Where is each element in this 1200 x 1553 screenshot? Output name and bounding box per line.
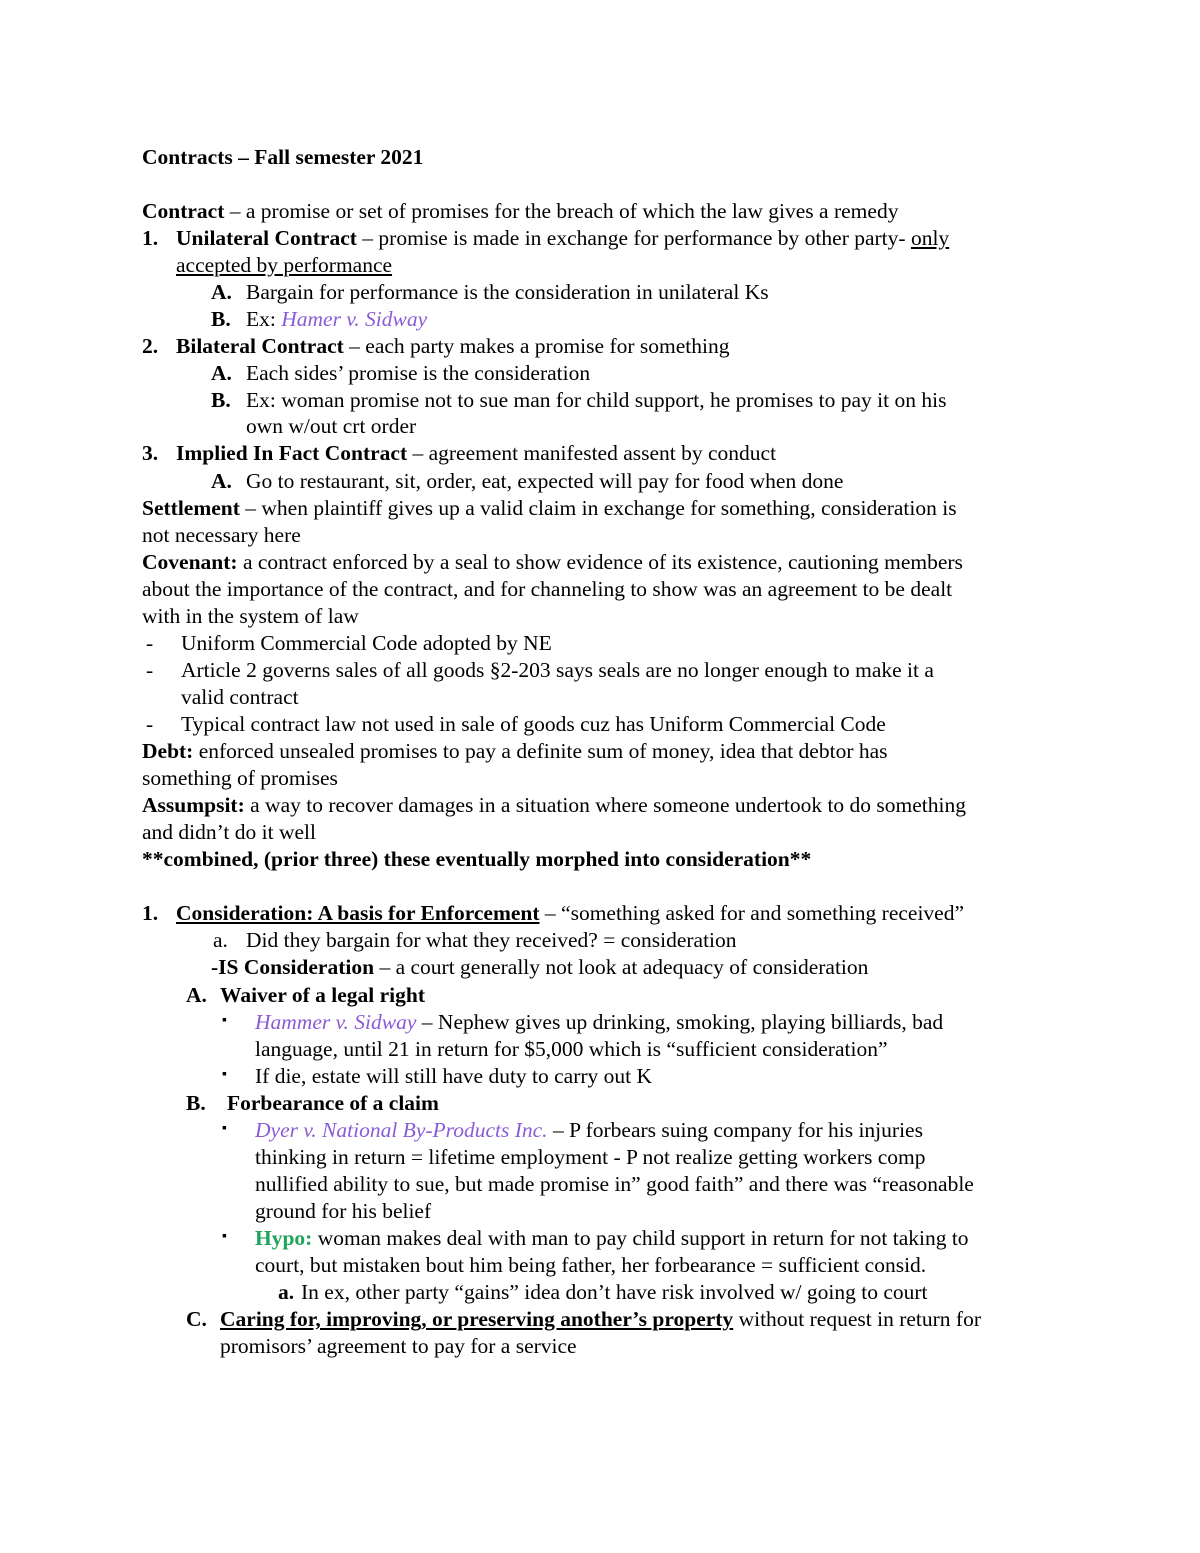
list-marker: 3. bbox=[142, 441, 159, 465]
term: Settlement bbox=[142, 496, 240, 520]
definition: – promise is made in exchange for performance by other party- bbox=[356, 226, 911, 250]
list-item bbox=[255, 1009, 943, 1036]
list-marker: A. bbox=[211, 361, 232, 385]
contract-definition bbox=[142, 198, 898, 225]
bullet-icon: ▪ bbox=[222, 1121, 227, 1136]
covenant-definition bbox=[142, 549, 963, 576]
definition: – agreement manifested assent by conduct bbox=[407, 441, 777, 465]
list-item bbox=[255, 1117, 923, 1144]
list-item: Go to restaurant, sit, order, eat, expected will pay for food when done bbox=[246, 469, 844, 493]
list-item: Article 2 governs sales of all goods §2-203 says seals are no longer enough to make it a bbox=[181, 658, 934, 682]
list-marker: 2. bbox=[142, 334, 159, 358]
list-item: Typical contract law not used in sale of goods cuz has Uniform Commercial Code bbox=[181, 712, 886, 736]
list-marker: A. bbox=[211, 280, 232, 304]
section-heading: Waiver of a legal right bbox=[220, 983, 426, 1007]
list-item-cont: valid contract bbox=[181, 685, 299, 709]
list-marker: C. bbox=[186, 1307, 207, 1331]
list-item-cont: own w/out crt order bbox=[246, 414, 417, 438]
bullet-icon: ▪ bbox=[222, 1067, 227, 1082]
description: woman makes deal with man to pay child support in return for not taking to bbox=[312, 1226, 969, 1250]
term: Unilateral Contract bbox=[176, 226, 357, 250]
description: without request in return for bbox=[733, 1307, 981, 1331]
list-marker: A. bbox=[186, 983, 207, 1007]
definition: – each party makes a promise for something bbox=[343, 334, 730, 358]
covenant-cont: with in the system of law bbox=[142, 604, 359, 628]
list-marker: 1. bbox=[142, 901, 159, 925]
list-item-cont: court, but mistaken bout him being father, her forbearance = sufficient consid. bbox=[255, 1253, 927, 1277]
section-heading bbox=[220, 1306, 981, 1333]
case-name: Hammer v. Sidway bbox=[255, 1010, 417, 1034]
bilateral-contract bbox=[176, 333, 729, 360]
dash-marker: - bbox=[146, 631, 154, 655]
list-item: Uniform Commercial Code adopted by NE bbox=[181, 631, 552, 655]
underlined-text: only bbox=[910, 226, 950, 250]
list-item-cont: ground for his belief bbox=[255, 1199, 432, 1223]
definition: – when plaintiff gives up a valid claim in exchange for something, consideration is bbox=[239, 496, 957, 520]
case-name: Hamer v. Sidway bbox=[281, 307, 428, 331]
consideration-heading bbox=[176, 900, 964, 927]
list-marker: a. bbox=[213, 928, 228, 952]
list-item-cont: nullified ability to sue, but made promise in” good faith” and there was “reasonable bbox=[255, 1172, 974, 1196]
list-marker: a. bbox=[278, 1280, 295, 1304]
term: Implied In Fact Contract bbox=[176, 441, 408, 465]
list-item: If die, estate will still have duty to carry out K bbox=[255, 1064, 653, 1088]
definition: a way to recover damages in a situation where someone undertook to do something bbox=[244, 793, 966, 817]
debt-cont: something of promises bbox=[142, 766, 338, 790]
list-marker: B. bbox=[186, 1091, 206, 1115]
section-heading: Forbearance of a claim bbox=[227, 1091, 439, 1115]
term: -IS Consideration bbox=[211, 955, 375, 979]
definition: enforced unsealed promises to pay a definite sum of money, idea that debtor has bbox=[193, 739, 888, 763]
hypo-label: Hypo: bbox=[255, 1226, 313, 1250]
term: Bilateral Contract bbox=[176, 334, 344, 358]
settlement-definition bbox=[142, 495, 957, 522]
list-item: Bargain for performance is the consideration in unilateral Ks bbox=[246, 280, 769, 304]
definition: – a court generally not look at adequacy of consideration bbox=[374, 955, 869, 979]
description: – Nephew gives up drinking, smoking, playing billiards, bad bbox=[416, 1010, 944, 1034]
dash-marker: - bbox=[146, 712, 154, 736]
combined-note: **combined, (prior three) these eventually morphed into consideration** bbox=[142, 847, 812, 871]
list-marker: B. bbox=[211, 388, 231, 412]
prefix: Ex: bbox=[246, 307, 282, 331]
definition: a contract enforced by a seal to show evidence of its existence, cautioning members bbox=[237, 550, 963, 574]
is-consideration bbox=[211, 954, 868, 981]
settlement-cont: not necessary here bbox=[142, 523, 301, 547]
section-cont: promisors’ agreement to pay for a service bbox=[220, 1334, 577, 1358]
term: Covenant: bbox=[142, 550, 238, 574]
underlined-text: accepted by performance bbox=[176, 253, 393, 277]
bullet-icon: ▪ bbox=[222, 1013, 227, 1028]
list-item bbox=[255, 1225, 969, 1252]
term: Contract bbox=[142, 199, 225, 223]
list-item-cont: language, until 21 in return for $5,000 which is “sufficient consideration” bbox=[255, 1037, 888, 1061]
list-item: Each sides’ promise is the consideration bbox=[246, 361, 591, 385]
term: Assumpsit: bbox=[142, 793, 245, 817]
list-item bbox=[246, 306, 427, 333]
implied-contract bbox=[176, 440, 776, 467]
list-item-cont: thinking in return = lifetime employment - P not realize getting workers comp bbox=[255, 1145, 926, 1169]
bullet-icon: ▪ bbox=[222, 1229, 227, 1244]
assumpsit-cont: and didn’t do it well bbox=[142, 820, 316, 844]
term: Consideration: A basis for Enforcement bbox=[176, 901, 540, 925]
list-item: Did they bargain for what they received? = consideration bbox=[246, 928, 737, 952]
definition: – a promise or set of promises for the breach of which the law gives a remedy bbox=[224, 199, 899, 223]
list-marker: A. bbox=[211, 469, 232, 493]
case-name: Dyer v. National By-Products Inc. bbox=[255, 1118, 548, 1142]
term: Caring for, improving, or preserving another’s property bbox=[220, 1307, 734, 1331]
debt-definition bbox=[142, 738, 888, 765]
unilateral-contract bbox=[176, 225, 949, 252]
assumpsit-definition bbox=[142, 792, 966, 819]
description: – P forbears suing company for his injuries bbox=[547, 1118, 923, 1142]
definition: – “something asked for and something received” bbox=[539, 901, 965, 925]
page-title: Contracts – Fall semester 2021 bbox=[142, 145, 424, 169]
list-marker: 1. bbox=[142, 226, 159, 250]
list-marker: B. bbox=[211, 307, 231, 331]
list-item: In ex, other party “gains” idea don’t have risk involved w/ going to court bbox=[301, 1280, 928, 1304]
dash-marker: - bbox=[146, 658, 154, 682]
term: Debt: bbox=[142, 739, 194, 763]
covenant-cont: about the importance of the contract, and for channeling to show was an agreement to be dealt bbox=[142, 577, 953, 601]
list-item: Ex: woman promise not to sue man for child support, he promises to pay it on his bbox=[246, 388, 947, 412]
